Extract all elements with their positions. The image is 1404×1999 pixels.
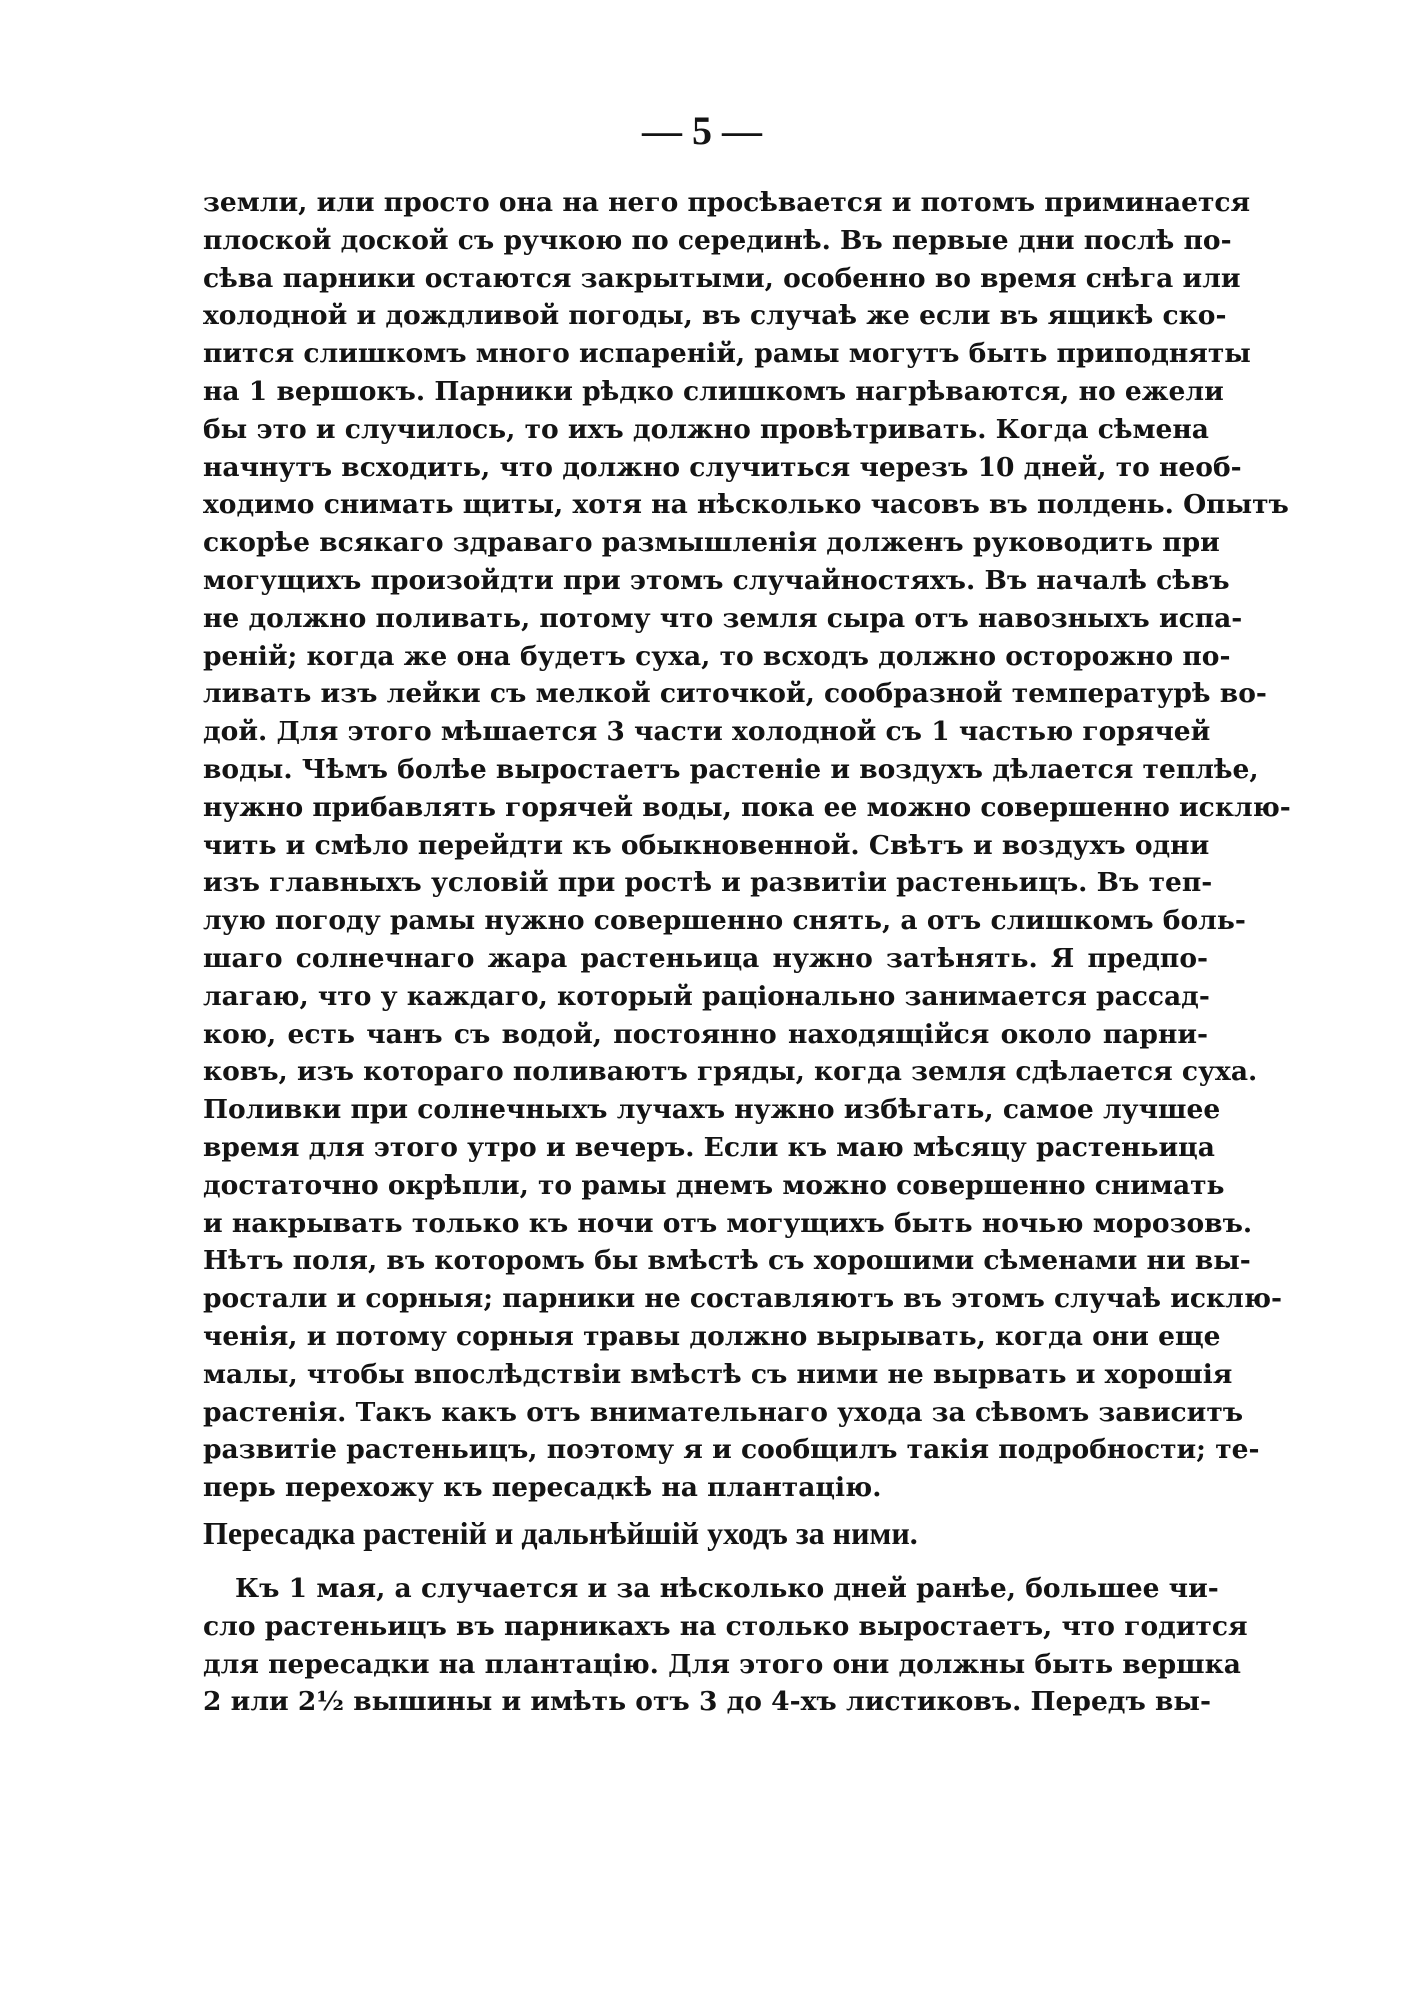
text-line: кою, есть чанъ съ водой, постоянно находящійся около парни- xyxy=(203,1018,1208,1050)
text-line: сло растеньицъ въ парникахъ на столько выростаетъ, что годится xyxy=(203,1610,1248,1642)
text-line: земли, или просто она на него просѣвается и потомъ приминается xyxy=(203,187,1251,218)
text-line: и накрывать только къ ночи отъ могущихъ быть ночью морозовъ. xyxy=(203,1207,1253,1239)
text-line: развитіе растеньицъ, поэтому я и сообщилъ такія подробности; те- xyxy=(203,1434,1260,1466)
paragraph-sowing-care xyxy=(203,184,1291,1507)
text-line: не должно поливать, потому что земля сыра отъ навозныхъ испа- xyxy=(203,602,1243,634)
text-line: для пересадки на плантацію. Для этого они должны быть вершка xyxy=(203,1648,1241,1680)
text-line: достаточно окрѣпли, то рамы днемъ можно совершенно снимать xyxy=(203,1169,1225,1201)
text-line: Нѣтъ поля, въ которомъ бы вмѣстѣ съ хорошими сѣменами ни вы- xyxy=(203,1245,1251,1277)
text-line: сѣва парники остаются закрытыми, особенно во время снѣга или xyxy=(203,262,1241,294)
text-line: нужно прибавлять горячей воды, пока ее можно совершенно исклю- xyxy=(203,791,1291,823)
text-line: ченія, и потому сорныя травы должно вырывать, когда они еще xyxy=(203,1320,1221,1352)
text-line: лую погоду рамы нужно совершенно снять, а отъ слишкомъ боль- xyxy=(203,905,1246,937)
text-line: лагаю, что у каждаго, который раціонально занимается рассад- xyxy=(203,980,1210,1012)
text-line: изъ главныхъ условій при ростѣ и развитіи растеньицъ. Въ теп- xyxy=(203,867,1213,899)
paragraph-transplanting xyxy=(203,1570,1248,1721)
text-line: Къ 1 мая, а случается и за нѣсколько дней ранѣе, большее чи- xyxy=(235,1573,1219,1604)
text-line: холодной и дождливой погоды, въ случаѣ же если въ ящикѣ ско- xyxy=(203,300,1227,332)
text-line: время для этого утро и вечеръ. Если къ маю мѣсяцу растеньица xyxy=(203,1131,1215,1163)
page-number: — 5 — xyxy=(642,108,762,153)
text-line: начнутъ всходить, что должно случиться черезъ 10 дней, то необ- xyxy=(203,451,1242,483)
text-line: Поливки при солнечныхъ лучахъ нужно избѣгать, самое лучшее xyxy=(203,1094,1221,1126)
text-line: перь перехожу къ пересадкѣ на плантацію. xyxy=(203,1472,882,1504)
text-line: ходимо снимать щиты, хотя на нѣсколько часовъ въ полдень. Опытъ xyxy=(203,489,1289,521)
text-line: дой. Для этого мѣшается 3 части холодной съ 1 частью горячей xyxy=(203,716,1211,748)
section-heading: Пересадка растеній и дальнѣйшій уходъ за ними. xyxy=(203,1515,918,1551)
text-line: малы, чтобы впослѣдствіи вмѣстѣ съ ними не вырвать и хорошія xyxy=(203,1358,1233,1390)
text-line: 2 или 2½ вышины и имѣть отъ 3 до 4-хъ листиковъ. Передъ вы- xyxy=(203,1686,1211,1718)
text-line: шаго солнечнаго жара растеньица нужно затѣнять. Я предпо- xyxy=(203,942,1208,974)
text-line: чить и смѣло перейдти къ обыкновенной. Свѣтъ и воздухъ одни xyxy=(203,829,1210,861)
text-line: ливать изъ лейки съ мелкой ситочкой, сообразной температурѣ во- xyxy=(203,678,1267,710)
text-line: ковъ, изъ котораго поливаютъ гряды, когда земля сдѣлается суха. xyxy=(203,1056,1258,1088)
text-line: скорѣе всякаго здраваго размышленія долженъ руководить при xyxy=(203,527,1220,559)
text-line: ростали и сорныя; парники не составляютъ въ этомъ случаѣ исклю- xyxy=(203,1283,1283,1315)
text-line: пится слишкомъ много испареній, рамы могутъ быть приподняты xyxy=(203,338,1251,370)
text-line: растенія. Такъ какъ отъ внимательнаго ухода за сѣвомъ зависитъ xyxy=(203,1396,1244,1428)
text-line: бы это и случилось, то ихъ должно провѣтривать. Когда сѣмена xyxy=(203,413,1209,445)
text-line: плоской доской съ ручкою по серединѣ. Въ первые дни послѣ по- xyxy=(203,224,1232,256)
text-line: реній; когда же она будетъ суха, то всходъ должно осторожно по- xyxy=(203,640,1231,672)
text-line: могущихъ произойдти при этомъ случайностяхъ. Въ началѣ сѣвъ xyxy=(203,564,1230,596)
text-line: на 1 вершокъ. Парники рѣдко слишкомъ нагрѣваются, но ежели xyxy=(203,375,1224,407)
text-line: воды. Чѣмъ болѣе выростаетъ растеніе и воздухъ дѣлается теплѣе, xyxy=(203,753,1259,785)
